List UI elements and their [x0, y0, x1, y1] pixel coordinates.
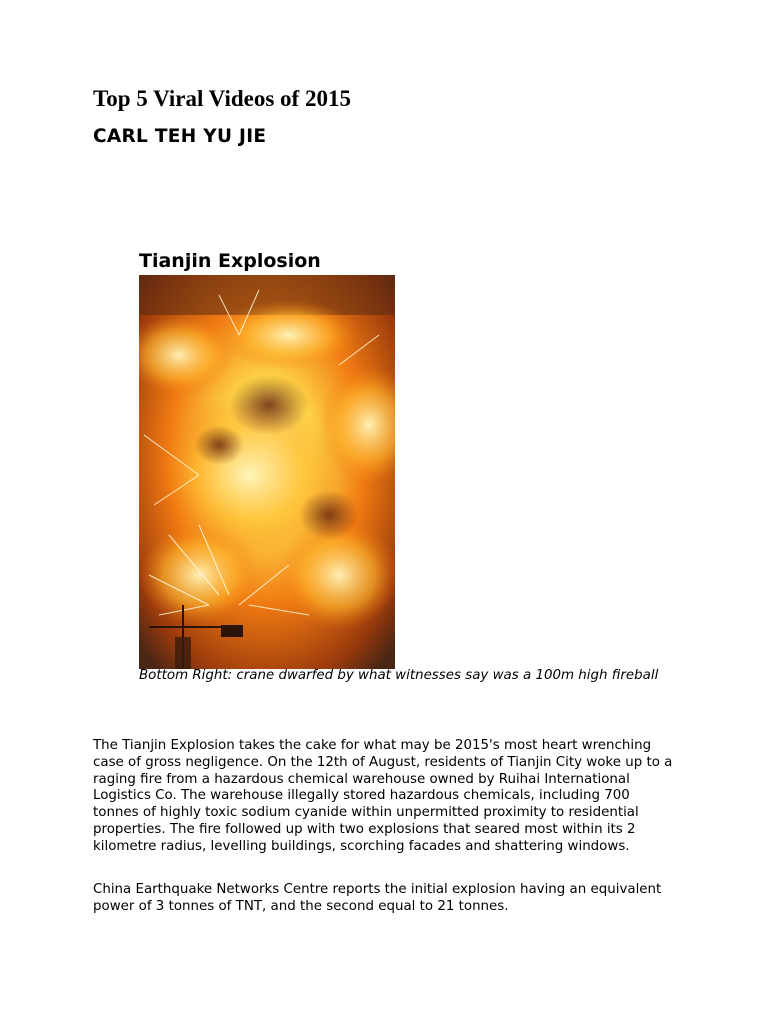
explosion-photo: [139, 275, 395, 669]
body-paragraph: China Earthquake Networks Centre reports the initial explosion having an equivalent power of 3 tonnes of TNT, and the second equal to 21 tonnes.: [93, 882, 662, 914]
author-name: CARL TEH YU JIE: [93, 126, 267, 147]
body-paragraph: The Tianjin Explosion takes the cake for what may be 2015's most heart wrenching case of gross negligence. On the 12th of August, residents of Tianjin City woke up to a raging fire from a hazardous chemical warehouse owned by Ruihai International Logistics Co. The warehouse illegally stored hazardous chemicals, including 700 tonnes of highly toxic sodium cyanide within unpermitted proximity to residential properties. The fire followed up with two explosions that seared most within its 2 kilometre radius, levelling buildings, scorching facades and shattering windows.: [93, 738, 673, 854]
image-caption: Bottom Right: crane dwarfed by what witnesses say was a 100m high fireball: [139, 668, 659, 683]
document-title: Top 5 Viral Videos of 2015: [93, 86, 351, 111]
section-heading: Tianjin Explosion: [139, 250, 321, 272]
